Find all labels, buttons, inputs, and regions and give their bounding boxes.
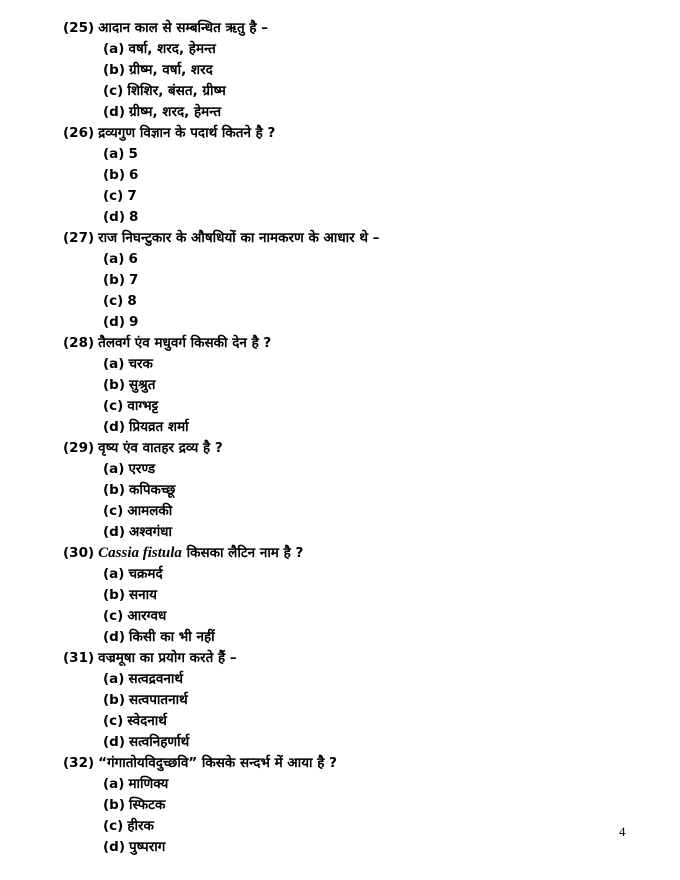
question-block: [63, 438, 623, 543]
option-label: (d): [103, 419, 126, 435]
question-text: [63, 753, 623, 774]
question-stem: तैलवर्ग एंव मधुवर्ग किसकी देन है ?: [98, 335, 272, 351]
option-label: (a): [103, 251, 125, 267]
question-stem: “गंगातोयविदुच्छवि” किसके सन्दर्भ में आया है ?: [98, 755, 337, 771]
option-text: वाग्भट्ट: [127, 398, 159, 414]
option-label: (b): [103, 272, 126, 288]
option-label: (b): [103, 377, 126, 393]
answer-option: [103, 249, 623, 270]
option-list: [63, 774, 623, 858]
question-block: [63, 18, 623, 123]
option-label: (c): [103, 188, 124, 204]
answer-option: [103, 501, 623, 522]
option-text: स्फिटक: [129, 797, 166, 813]
option-label: (d): [103, 314, 126, 330]
option-text: चक्रमर्द: [128, 566, 163, 582]
question-text: [63, 123, 623, 144]
question-number: (32): [63, 755, 95, 771]
answer-option: [103, 102, 623, 123]
option-list: [63, 39, 623, 123]
latin-name: Cassia fistula: [98, 545, 182, 561]
option-label: (b): [103, 62, 126, 78]
option-text: हीरक: [127, 818, 154, 834]
question-block: [63, 648, 623, 753]
option-label: (d): [103, 839, 126, 855]
answer-option: [103, 795, 623, 816]
answer-option: [103, 186, 623, 207]
answer-option: [103, 816, 623, 837]
answer-option: [103, 375, 623, 396]
answer-option: [103, 165, 623, 186]
answer-option: [103, 480, 623, 501]
answer-option: [103, 690, 623, 711]
option-text: किसी का भी नहीं: [129, 629, 215, 645]
question-text: [63, 438, 623, 459]
answer-option: [103, 585, 623, 606]
question-stem: वज्रमूषा का प्रयोग करते हैं –: [98, 650, 237, 666]
answer-option: [103, 627, 623, 648]
question-number: (25): [63, 20, 95, 36]
answer-option: [103, 417, 623, 438]
option-label: (b): [103, 797, 126, 813]
option-label: (c): [103, 83, 124, 99]
answer-option: [103, 564, 623, 585]
option-text: ग्रीष्म, वर्षा, शरद: [129, 62, 213, 78]
question-number: (27): [63, 230, 95, 246]
option-label: (a): [103, 41, 125, 57]
answer-option: [103, 837, 623, 858]
option-text: आरग्वध: [127, 608, 167, 624]
option-label: (d): [103, 104, 126, 120]
answer-option: [103, 354, 623, 375]
answer-option: [103, 669, 623, 690]
answer-option: [103, 144, 623, 165]
question-number: (31): [63, 650, 95, 666]
option-text: शिशिर, बंसत, ग्रीष्म: [127, 83, 226, 99]
option-label: (d): [103, 734, 126, 750]
option-label: (d): [103, 524, 126, 540]
option-text: 7: [129, 272, 139, 288]
option-label: (c): [103, 818, 124, 834]
question-text: [63, 18, 623, 39]
question-number: (30): [63, 545, 95, 561]
option-text: सत्वपातनार्थ: [129, 692, 188, 708]
answer-option: [103, 774, 623, 795]
option-label: (c): [103, 293, 124, 309]
option-text: 8: [129, 209, 139, 225]
option-text: 9: [129, 314, 139, 330]
option-label: (a): [103, 671, 125, 687]
option-text: अश्वगंधा: [129, 524, 172, 540]
page-number: 4: [619, 824, 626, 839]
option-label: (b): [103, 482, 126, 498]
option-label: (c): [103, 398, 124, 414]
option-text: 6: [129, 167, 139, 183]
option-label: (a): [103, 776, 125, 792]
option-text: 8: [127, 293, 137, 309]
option-text: स्वेदनार्थ: [127, 713, 167, 729]
option-text: सत्वनिहर्णार्थ: [129, 734, 190, 750]
option-label: (d): [103, 209, 126, 225]
question-text: [63, 228, 623, 249]
answer-option: [103, 312, 623, 333]
option-list: [63, 249, 623, 333]
question-stem-suffix: किसका लैटिन नाम है ?: [181, 545, 304, 561]
answer-option: [103, 81, 623, 102]
option-list: [63, 354, 623, 438]
answer-option: [103, 396, 623, 417]
question-text: [63, 333, 623, 354]
option-label: (a): [103, 461, 125, 477]
question-text: [63, 543, 623, 564]
answer-option: [103, 291, 623, 312]
option-text: पुष्पराग: [129, 839, 166, 855]
question-block: [63, 543, 623, 648]
option-text: कपिकच्छू: [129, 482, 176, 498]
option-label: (d): [103, 629, 126, 645]
option-label: (a): [103, 566, 125, 582]
question-number: (28): [63, 335, 95, 351]
question-stem: वृष्य एंव वातहर द्रव्य है ?: [98, 440, 223, 456]
question-block: [63, 228, 623, 333]
option-text: एरण्ड: [128, 461, 156, 477]
option-text: सुश्रुत: [129, 377, 156, 393]
answer-option: [103, 606, 623, 627]
option-text: चरक: [128, 356, 153, 372]
answer-option: [103, 60, 623, 81]
option-text: 5: [128, 146, 138, 162]
answer-option: [103, 39, 623, 60]
question-list: [63, 18, 623, 858]
answer-option: [103, 732, 623, 753]
option-list: [63, 144, 623, 228]
question-text: [63, 648, 623, 669]
option-text: ग्रीष्म, शरद, हेमन्त: [129, 104, 222, 120]
answer-option: [103, 459, 623, 480]
option-text: माणिक्य: [128, 776, 169, 792]
option-text: सनाय: [129, 587, 157, 603]
question-stem: राज निघन्टुकार के औषधियों का नामकरण के आधार थे –: [98, 230, 380, 246]
question-stem: आदान काल से सम्बन्धित ऋतु है –: [98, 20, 269, 36]
answer-option: [103, 207, 623, 228]
option-text: आमलकी: [127, 503, 173, 519]
option-list: [63, 459, 623, 543]
option-label: (a): [103, 146, 125, 162]
option-text: प्रियव्रत शर्मा: [129, 419, 189, 435]
question-block: [63, 753, 623, 858]
question-block: [63, 123, 623, 228]
answer-option: [103, 711, 623, 732]
answer-option: [103, 522, 623, 543]
option-label: (c): [103, 608, 124, 624]
option-list: [63, 564, 623, 648]
option-text: सत्वद्रवनार्थ: [128, 671, 183, 687]
option-label: (b): [103, 587, 126, 603]
option-label: (b): [103, 167, 126, 183]
question-block: [63, 333, 623, 438]
question-stem: द्रव्यगुण विज्ञान के पदार्थ कितने है ?: [98, 125, 276, 141]
option-text: 6: [128, 251, 138, 267]
option-text: 7: [127, 188, 137, 204]
option-label: (b): [103, 692, 126, 708]
question-number: (26): [63, 125, 95, 141]
option-label: (c): [103, 503, 124, 519]
option-list: [63, 669, 623, 753]
question-number: (29): [63, 440, 95, 456]
option-label: (a): [103, 356, 125, 372]
answer-option: [103, 270, 623, 291]
option-text: वर्षा, शरद, हेमन्त: [128, 41, 216, 57]
option-label: (c): [103, 713, 124, 729]
